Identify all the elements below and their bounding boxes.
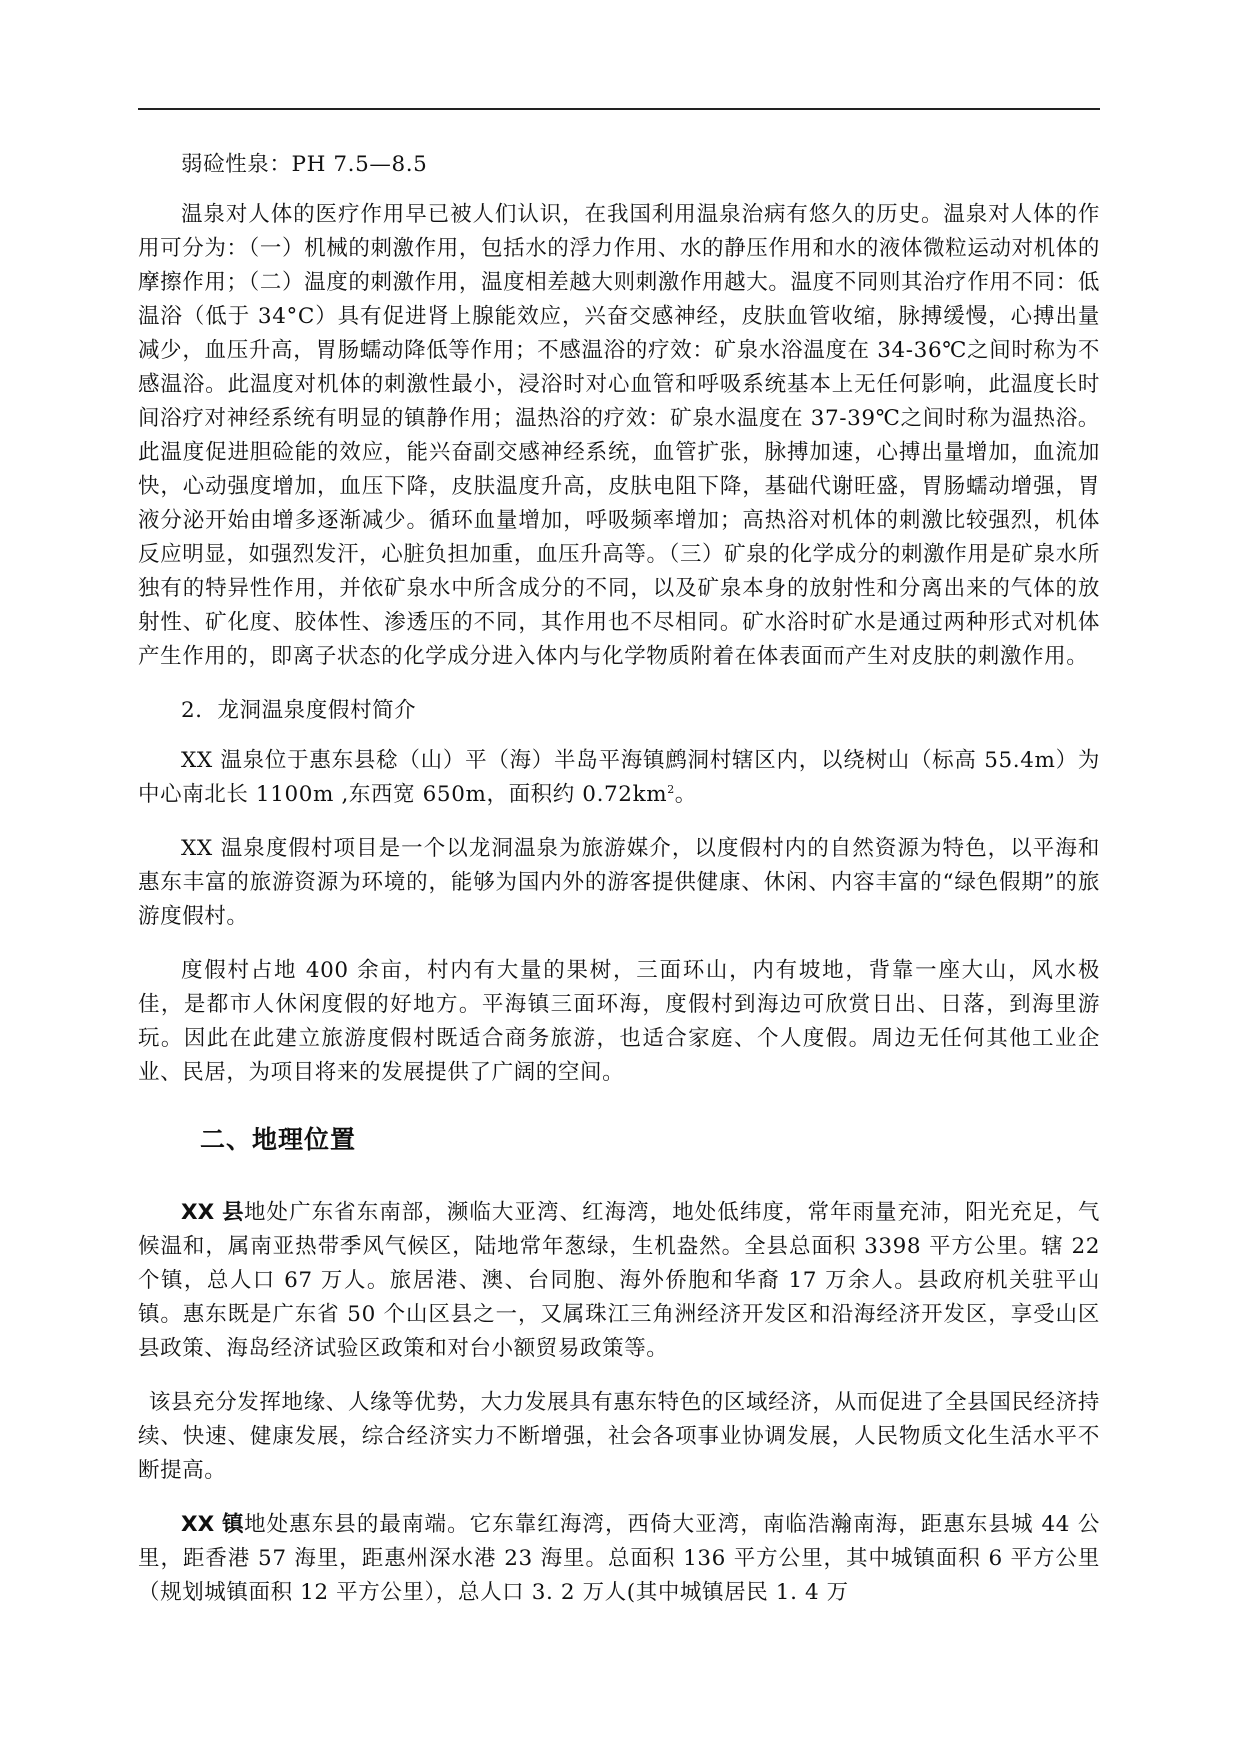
- paragraph-resort-project: XX 温泉度假村项目是一个以龙洞温泉为旅游媒介，以度假村内的自然资源为特色，以平海和惠东丰富的旅游资源为环境的，能够为国内外的游客提供健康、休闲、内容丰富的“绿色假期”的旅游度假村。: [138, 836, 1100, 929]
- paragraph-resort-land: 度假村占地 400 余亩，村内有大量的果树，三面环山，内有坡地，背靠一座大山，风水极佳，是都市人休闲度假的好地方。平海镇三面环海，度假村到海边可欣赏日出、日落，到海里游玩。因此在此建立旅游度假村既适合商务旅游，也适合家庭、个人度假。周边无任何其他工业企业、民居，为项目将来的发展提供了广阔的空间。: [138, 958, 1100, 1085]
- paragraph-location: [138, 744, 1100, 812]
- document-body: [138, 148, 1100, 1630]
- paragraph-location-text: XX 温泉位于惠东县稔（山）平（海）半岛平海镇鹧洞村辖区内，以绕树山（标高 55.4m）为中心南北长 1100m ,东西宽 650m，面积约 0.72km: [138, 748, 1100, 807]
- superscript-2: 2: [667, 782, 675, 796]
- section-heading: 二、地理位置: [200, 1125, 357, 1154]
- paragraph-county: [138, 1196, 1100, 1366]
- paragraph-medical-effects: 温泉对人体的医疗作用早已被人们认识，在我国利用温泉治病有悠久的历史。温泉对人体的作用可分为：（一）机械的刺激作用，包括水的浮力作用、水的静压作用和水的液体微粒运动对机体的摩擦作用；（二）温度的刺激作用，温度相差越大则刺激作用越大。温度不同则其治疗作用不同：低温浴（低于 34°C）具有促进肾上腺能效应，兴奋交感神经，皮肤血管收缩，脉搏缓慢，心搏出量减少，血压升高，胃肠蠕动降低等作用；不感温浴的疗效：矿泉水浴温度在 34-36℃之间时称为不感温浴。此温度对机体的刺激性最小，浸浴时对心血管和呼吸系统基本上无任何影响，此温度长时间浴疗对神经系统有明显的镇静作用；温热浴的疗效：矿泉水温度在 37-39℃之间时称为温热浴。此温度促进胆硷能的效应，能兴奋副交感神经系统，血管扩张，脉搏加速，心搏出量增加，血流加快，心动强度增加，血压下降，皮肤温度升高，皮肤电阻下降，基础代谢旺盛，胃肠蠕动增强，胃液分泌开始由增多逐渐减少。循环血量增加，呼吸频率增加；高热浴对机体的刺激比较强烈，机体反应明显，如强烈发汗，心脏负担加重，血压升高等。（三）矿泉的化学成分的刺激作用是矿泉水所独有的特异性作用，并依矿泉水中所含成分的不同，以及矿泉本身的放射性和分离出来的气体的放射性、矿化度、胶体性、渗透压的不同，其作用也不尽相同。矿水浴时矿水是通过两种形式对机体产生作用的，即离子状态的化学成分进入体内与化学物质附着在体表面而产生对皮肤的刺激作用。: [138, 202, 1100, 669]
- paragraph-ph-range: 弱硷性泉：PH 7.5—8.5: [181, 152, 428, 177]
- county-text: 地处广东省东南部，濒临大亚湾、红海湾，地处低纬度，常年雨量充沛，阳光充足，气候温和，属南亚热带季风气候区，陆地常年葱绿，生机盎然。全县总面积 3398 平方公里。辖 22 个镇，总人口 67 万人。旅居港、澳、台同胞、海外侨胞和华裔 17 万余人。县政府机关驻平山镇。惠东既是广东省 50 个山区县之一，又属珠江三角洲经济开发区和沿海经济开发区，享受山区县政策、海岛经济试验区政策和对台小额贸易政策等。: [138, 1200, 1100, 1361]
- header-rule: [138, 108, 1100, 110]
- paragraph-location-end: 。: [674, 782, 697, 807]
- paragraph-town: [138, 1508, 1100, 1610]
- town-text: 地处惠东县的最南端。它东靠红海湾，西倚大亚湾，南临浩瀚南海，距惠东县城 44 公里，距香港 57 海里，距惠州深水港 23 海里。总面积 136 平方公里，其中城镇面积 6 平方公里（规划城镇面积 12 平方公里），总人口 3. 2 万人(其中城镇居民 1. 4 万: [138, 1512, 1101, 1605]
- county-lead: XX 县: [181, 1200, 245, 1225]
- town-lead: XX 镇: [181, 1512, 245, 1537]
- section-subtitle: 2．龙洞温泉度假村简介: [181, 698, 417, 723]
- paragraph-economy: 该县充分发挥地缘、人缘等优势，大力发展具有惠东特色的区域经济，从而促进了全县国民经济持续、快速、健康发展，综合经济实力不断增强，社会各项事业协调发展，人民物质文化生活水平不断提高。: [138, 1390, 1100, 1483]
